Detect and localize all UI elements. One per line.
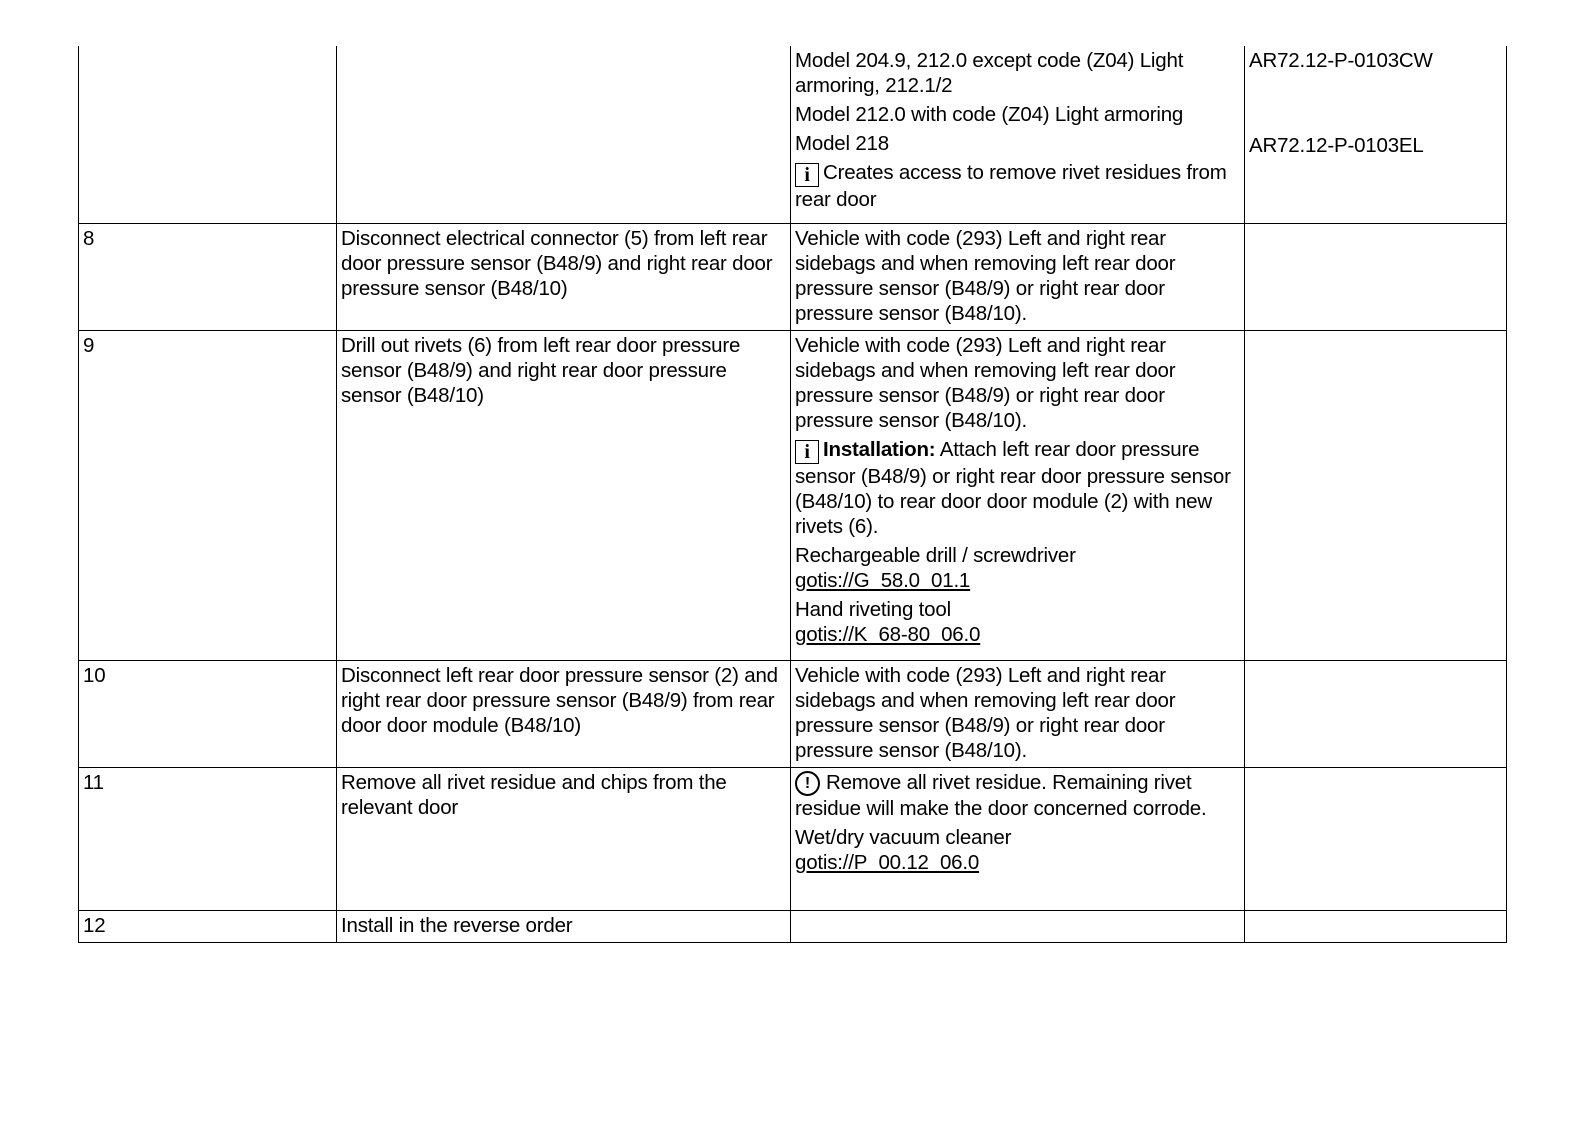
info-text: Creates access to remove rivet residues from rear door [795,161,1227,211]
reference-id: AR72.12-P-0103EL [1249,134,1424,157]
action-cell: Disconnect left rear door pressure sensor (2) and right rear door pressure sensor (B48/9) from rear door door module (B48/10) [337,660,791,767]
step-cell: 9 [79,330,337,660]
installation-label: Installation: [823,437,936,461]
reference-cell [1245,767,1507,910]
action-cell: Install in the reverse order [337,910,791,942]
notes-cell [791,910,1245,942]
action-cell: Disconnect electrical connector (5) from left rear door pressure sensor (B48/9) and right rear door pressure sensor (B48/10) [337,223,791,330]
reference-cell [1245,330,1507,660]
notes-cell: Vehicle with code (293) Left and right rear sidebags and when removing left rear door pressure sensor (B48/9) or right rear door pressure sensor (B48/10). [791,223,1245,330]
model-note: Model 218 [795,132,889,155]
reference-cell [1245,660,1507,767]
action-cell: Remove all rivet residue and chips from the relevant door [337,767,791,910]
step-cell: 8 [79,223,337,330]
step-cell: 11 [79,767,337,910]
condition-note: Vehicle with code (293) Left and right rear sidebags and when removing left rear door pressure sensor (B48/9) or right rear door pressure sensor (B48/10). [795,333,1176,432]
step-cell: 10 [79,660,337,767]
model-note: Model 204.9, 212.0 except code (Z04) Light armoring, 212.1/2 [795,49,1184,97]
table-row [79,46,1507,223]
installation-text: Attach left rear door pressure sensor (B48/9) or right rear door pressure sensor (B48/10) to rear door door module (2) with new rivets (6). [795,437,1231,538]
action-cell [337,46,791,223]
tool-link[interactable]: gotis://G_58.0_01.1 [795,568,971,592]
step-cell: 12 [79,910,337,942]
reference-id: AR72.12-P-0103CW [1249,49,1433,72]
tool-name: Rechargeable drill / screwdriver [795,543,1076,567]
info-icon: i [795,163,819,187]
table-row [79,223,1507,330]
warning-text: Remove all rivet residue. Remaining rivet residue will make the door concerned corrode. [795,770,1207,820]
table-row [79,767,1507,910]
notes-cell: Vehicle with code (293) Left and right rear sidebags and when removing left rear door pressure sensor (B48/9) or right rear door pressure sensor (B48/10). [791,660,1245,767]
info-icon: i [795,440,819,464]
action-cell: Drill out rivets (6) from left rear door pressure sensor (B48/9) and right rear door pressure sensor (B48/10) [337,330,791,660]
table-row [79,660,1507,767]
tool-name: Hand riveting tool [795,597,951,621]
tool-link[interactable]: gotis://K_68-80_06.0 [795,622,981,646]
notes-cell [791,46,1245,223]
warning-note [795,770,1240,821]
procedure-table [78,46,1507,943]
table-row [79,910,1507,942]
reference-cell [1245,910,1507,942]
reference-cell [1245,223,1507,330]
reference-cell [1245,46,1507,223]
info-note [795,160,1240,212]
table-row [79,330,1507,660]
tool-name: Wet/dry vacuum cleaner [795,825,1012,849]
warning-icon: ! [795,771,820,796]
model-note: Model 212.0 with code (Z04) Light armoring [795,103,1184,126]
tool-link[interactable]: gotis://P_00.12_06.0 [795,850,980,874]
installation-note [795,437,1240,539]
notes-cell [791,330,1245,660]
notes-cell [791,767,1245,910]
step-cell [79,46,337,223]
